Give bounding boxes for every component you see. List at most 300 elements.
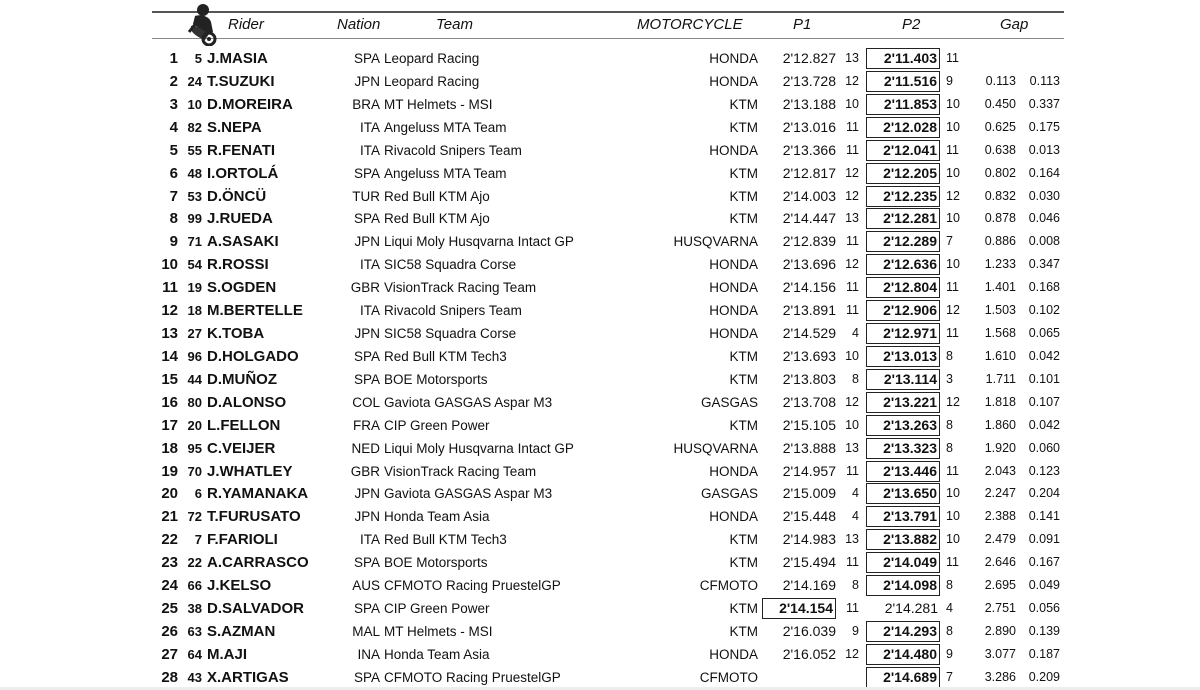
p1-best-time: 2'14.957 <box>782 462 836 479</box>
rider-number: 27 <box>187 326 202 342</box>
p1-lap-count: 10 <box>845 348 859 363</box>
p2-lap-count: 11 <box>946 142 959 157</box>
rider-nation: INA <box>357 646 380 662</box>
table-row <box>0 482 1200 505</box>
rider-number: 99 <box>187 211 202 227</box>
p2-best-time: 2'13.323 <box>866 438 940 459</box>
p1-best-time: 2'14.983 <box>782 531 836 548</box>
rider-motorcycle: GASGAS <box>700 394 758 410</box>
p2-best-time: 2'14.098 <box>866 575 940 596</box>
rider-team: Angeluss MTA Team <box>384 119 507 135</box>
rider-position: 15 <box>161 370 178 388</box>
rider-nation: JPN <box>354 326 380 342</box>
p1-lap-count: 13 <box>845 211 859 226</box>
p1-best-time: 2'12.839 <box>782 233 836 250</box>
rider-nation: ITA <box>360 532 380 548</box>
rider-nation: NED <box>351 440 380 456</box>
rider-name: D.SALVADOR <box>207 600 304 618</box>
p1-lap-count: 11 <box>846 280 859 295</box>
rider-motorcycle: CFMOTO <box>699 578 758 594</box>
gap-to-previous: 0.167 <box>1028 555 1060 570</box>
p1-best-time: 2'13.888 <box>782 439 836 456</box>
p1-lap-count: 4 <box>852 326 859 341</box>
gap-to-leader: 2.751 <box>984 601 1016 616</box>
rider-number: 22 <box>187 555 202 571</box>
rider-name: D.ALONSO <box>207 393 287 411</box>
rider-number: 72 <box>187 509 202 525</box>
p1-lap-count: 10 <box>845 96 859 111</box>
rider-position: 24 <box>161 577 178 595</box>
p2-best-time: 2'14.049 <box>866 552 940 573</box>
rider-nation: SPA <box>353 371 380 387</box>
rider-nation: BRA <box>352 96 380 112</box>
gap-to-leader: 2.890 <box>984 624 1016 638</box>
p1-lap-count: 12 <box>845 165 859 180</box>
p1-lap-count: 13 <box>845 51 859 65</box>
p1-lap-count: 9 <box>852 624 859 638</box>
gap-to-previous: 0.175 <box>1028 119 1060 134</box>
p2-best-time: 2'14.480 <box>866 644 940 665</box>
p2-lap-count: 9 <box>946 73 953 88</box>
rider-motorcycle: KTM <box>729 211 758 227</box>
p1-best-time: 2'15.448 <box>782 508 836 525</box>
rider-position: 2 <box>169 72 178 90</box>
rider-number: 7 <box>194 532 202 548</box>
rider-number: 19 <box>187 280 202 296</box>
p2-lap-count: 9 <box>946 646 953 661</box>
rider-name: J.WHATLEY <box>207 462 293 480</box>
gap-to-leader: 0.638 <box>984 142 1016 157</box>
table-row <box>0 666 1200 689</box>
rider-motorcycle: KTM <box>729 601 758 617</box>
p1-lap-count: 10 <box>845 417 859 432</box>
rider-motorcycle: HONDA <box>709 257 758 273</box>
rider-name: M.AJI <box>207 645 248 663</box>
rider-team: Gaviota GASGAS Aspar M3 <box>384 486 553 502</box>
gap-to-leader: 1.568 <box>984 326 1016 341</box>
p2-lap-count: 11 <box>946 51 959 65</box>
p1-best-time: 2'13.366 <box>782 141 836 158</box>
p2-best-time: 2'13.221 <box>866 392 940 413</box>
p2-best-time: 2'13.650 <box>866 483 940 504</box>
rider-name: F.FARIOLI <box>207 531 278 549</box>
p2-lap-count: 12 <box>946 394 960 409</box>
table-row <box>0 93 1200 116</box>
rider-name: I.ORTOLÁ <box>207 164 279 182</box>
p2-lap-count: 3 <box>946 371 953 386</box>
p2-lap-count: 8 <box>946 348 953 363</box>
gap-to-leader: 1.401 <box>984 280 1016 295</box>
rider-number: 44 <box>187 371 202 387</box>
rider-number: 54 <box>187 257 202 273</box>
rider-team: MT Helmets - MSI <box>384 624 493 639</box>
gap-to-leader: 2.388 <box>984 509 1016 524</box>
rider-position: 23 <box>161 554 178 572</box>
rider-team: Red Bull KTM Ajo <box>384 211 490 227</box>
rider-name: C.VEIJER <box>207 439 276 457</box>
p1-best-time: 2'14.154 <box>762 598 836 619</box>
rider-nation: SPA <box>353 51 380 66</box>
p2-lap-count: 8 <box>946 578 953 593</box>
table-row <box>0 620 1200 643</box>
rider-name: R.FENATI <box>207 141 276 159</box>
p1-lap-count: 12 <box>845 646 859 661</box>
rider-nation: JPN <box>354 234 380 250</box>
rider-motorcycle: KTM <box>729 165 758 181</box>
rider-position: 8 <box>169 210 178 228</box>
rider-motorcycle: HUSQVARNA <box>673 440 758 456</box>
rider-team: CFMOTO Racing PruestelGP <box>384 578 561 594</box>
header-p1: P1 <box>793 16 812 33</box>
p2-best-time: 2'11.516 <box>866 71 940 92</box>
rider-name: S.OGDEN <box>207 279 277 297</box>
rider-nation: SPA <box>353 601 380 617</box>
p1-lap-count: 11 <box>846 303 859 318</box>
rider-name: T.SUZUKI <box>207 72 275 90</box>
table-row <box>0 345 1200 368</box>
rider-motorcycle: KTM <box>729 371 758 387</box>
table-row <box>0 391 1200 414</box>
p2-lap-count: 10 <box>946 211 960 226</box>
p1-best-time: 2'15.105 <box>782 416 836 433</box>
gap-to-leader: 1.860 <box>984 417 1016 432</box>
header-motorcycle: MOTORCYCLE <box>637 16 743 33</box>
rider-name: J.RUEDA <box>207 210 273 228</box>
p2-lap-count: 12 <box>946 188 960 203</box>
rider-number: 70 <box>187 463 202 479</box>
rider-team: Liqui Moly Husqvarna Intact GP <box>384 234 574 250</box>
gap-to-previous: 0.065 <box>1028 326 1060 341</box>
p2-lap-count: 8 <box>946 624 953 638</box>
p1-lap-count: 4 <box>852 509 859 524</box>
p1-best-time: 2'14.169 <box>782 577 836 594</box>
gap-to-previous: 0.030 <box>1028 188 1060 203</box>
rider-motorcycle: HONDA <box>709 303 758 319</box>
rider-number: 10 <box>187 96 202 112</box>
p1-lap-count: 8 <box>852 578 859 593</box>
rider-position: 28 <box>161 668 178 686</box>
rider-nation: ITA <box>360 257 380 273</box>
rider-nation: GBR <box>350 463 380 479</box>
p2-lap-count: 10 <box>946 119 960 134</box>
header-team: Team <box>436 16 473 33</box>
rider-position: 16 <box>161 393 178 411</box>
p2-lap-count: 10 <box>946 96 960 111</box>
rider-name: R.ROSSI <box>207 256 269 274</box>
table-row <box>0 185 1200 208</box>
p1-lap-count: 11 <box>846 601 859 616</box>
rider-motorcycle: KTM <box>729 119 758 135</box>
gap-to-leader: 0.625 <box>984 119 1016 134</box>
rider-position: 27 <box>161 645 178 663</box>
gap-to-leader: 1.711 <box>985 371 1016 386</box>
table-row <box>0 574 1200 597</box>
gap-to-previous: 0.046 <box>1028 211 1060 226</box>
rider-motorcycle: HONDA <box>709 646 758 662</box>
rider-team: VisionTrack Racing Team <box>384 463 537 479</box>
rider-nation: MAL <box>352 624 380 639</box>
p2-lap-count: 10 <box>946 257 960 272</box>
gap-to-previous: 0.049 <box>1028 578 1060 593</box>
rider-position: 25 <box>161 600 178 618</box>
table-row <box>0 460 1200 483</box>
rider-nation: ITA <box>360 119 380 135</box>
rider-position: 7 <box>169 187 178 205</box>
rider-position: 13 <box>161 325 178 343</box>
gap-to-leader: 0.832 <box>984 188 1016 203</box>
rider-name: D.HOLGADO <box>207 347 299 365</box>
p2-lap-count: 10 <box>946 532 960 547</box>
rider-number: 64 <box>187 646 202 662</box>
rider-number: 71 <box>187 234 202 250</box>
table-row <box>0 139 1200 162</box>
rider-team: Red Bull KTM Ajo <box>384 188 490 204</box>
rider-team: Gaviota GASGAS Aspar M3 <box>384 394 553 410</box>
rider-team: CIP Green Power <box>384 417 490 433</box>
rider-position: 6 <box>169 164 178 182</box>
p2-best-time: 2'14.293 <box>866 621 940 642</box>
rider-team: Honda Team Asia <box>384 646 490 662</box>
rider-motorcycle: KTM <box>729 417 758 433</box>
rider-position: 19 <box>161 462 178 480</box>
table-row <box>0 437 1200 460</box>
gap-to-previous: 0.209 <box>1028 669 1060 684</box>
p2-lap-count: 12 <box>946 303 960 318</box>
rider-position: 3 <box>169 95 178 113</box>
gap-to-previous: 0.101 <box>1028 371 1060 386</box>
p1-best-time: 2'12.827 <box>782 50 836 66</box>
p2-lap-count: 4 <box>946 601 953 616</box>
rider-number: 5 <box>194 51 202 66</box>
gap-to-leader: 0.802 <box>984 165 1016 180</box>
rider-motorcycle: HONDA <box>709 51 758 66</box>
gap-to-leader: 2.247 <box>984 486 1016 501</box>
rider-nation: ITA <box>360 142 380 158</box>
p2-best-time: 2'12.289 <box>866 231 940 252</box>
header-gap: Gap <box>1000 16 1029 33</box>
table-row <box>0 643 1200 666</box>
rider-name: D.MUÑOZ <box>207 370 277 388</box>
gap-to-previous: 0.337 <box>1028 96 1060 111</box>
rider-nation: JPN <box>354 509 380 525</box>
p2-best-time: 2'11.403 <box>866 48 940 69</box>
rider-name: D.ÖNCÜ <box>207 187 267 205</box>
p2-best-time: 2'12.804 <box>866 277 940 298</box>
gap-to-leader: 2.479 <box>984 532 1016 547</box>
gap-to-previous: 0.056 <box>1028 601 1060 616</box>
rider-number: 53 <box>187 188 202 204</box>
gap-to-previous: 0.139 <box>1028 624 1060 638</box>
header-top-rule <box>152 11 1064 13</box>
p1-lap-count: 11 <box>846 555 859 570</box>
rider-motorcycle: HONDA <box>709 463 758 479</box>
p2-best-time: 2'13.114 <box>866 369 940 390</box>
p1-lap-count: 8 <box>852 371 859 386</box>
rider-motorcycle: CFMOTO <box>699 669 758 685</box>
p2-lap-count: 8 <box>946 440 953 455</box>
p1-best-time: 2'16.039 <box>782 623 836 639</box>
header-rider: Rider <box>228 16 264 33</box>
p2-lap-count: 10 <box>946 165 960 180</box>
p2-best-time: 2'12.205 <box>866 163 940 184</box>
rider-nation: COL <box>352 394 380 410</box>
p1-best-time: 2'15.009 <box>782 485 836 502</box>
p1-best-time: 2'14.447 <box>782 210 836 227</box>
table-row <box>0 162 1200 185</box>
table-row <box>0 276 1200 299</box>
rider-position: 17 <box>161 416 178 434</box>
rider-team: Leopard Racing <box>384 51 480 66</box>
gap-to-previous: 0.168 <box>1028 280 1060 295</box>
table-row <box>0 47 1200 70</box>
rider-name: A.CARRASCO <box>207 554 309 572</box>
gap-to-previous: 0.102 <box>1028 303 1060 318</box>
rider-motorcycle: HONDA <box>709 142 758 158</box>
p2-best-time: 2'12.906 <box>866 300 940 321</box>
rider-nation: AUS <box>352 578 380 594</box>
table-row <box>0 322 1200 345</box>
gap-to-leader: 2.043 <box>984 463 1016 478</box>
p2-best-time: 2'14.281 <box>884 600 938 617</box>
gap-to-previous: 0.060 <box>1028 440 1060 455</box>
table-row <box>0 368 1200 391</box>
table-row <box>0 207 1200 230</box>
rider-name: X.ARTIGAS <box>207 668 289 686</box>
p1-best-time: 2'13.016 <box>782 118 836 135</box>
rider-position: 21 <box>161 508 178 526</box>
table-row <box>0 528 1200 551</box>
gap-to-previous: 0.141 <box>1028 509 1060 524</box>
rider-team: CFMOTO Racing PruestelGP <box>384 669 561 685</box>
p1-lap-count: 13 <box>845 532 859 547</box>
rider-motorcycle: KTM <box>729 555 758 571</box>
gap-to-previous: 0.164 <box>1028 165 1060 180</box>
rider-team: VisionTrack Racing Team <box>384 280 537 296</box>
gap-to-previous: 0.107 <box>1028 394 1060 409</box>
gap-to-previous: 0.113 <box>1029 73 1060 88</box>
gap-to-leader: 3.077 <box>984 646 1016 661</box>
p2-best-time: 2'12.235 <box>866 186 940 207</box>
gap-to-leader: 1.610 <box>984 348 1016 363</box>
gap-to-leader: 0.450 <box>984 96 1016 111</box>
table-row <box>0 230 1200 253</box>
rider-motorcycle: HONDA <box>709 326 758 342</box>
rider-position: 1 <box>169 50 178 67</box>
p2-best-time: 2'12.281 <box>866 208 940 229</box>
gap-to-leader: 1.503 <box>984 303 1016 318</box>
rider-team: BOE Motorsports <box>384 371 488 387</box>
p1-lap-count: 12 <box>845 257 859 272</box>
table-row <box>0 70 1200 93</box>
p1-best-time: 2'13.693 <box>782 347 836 364</box>
p2-lap-count: 7 <box>946 234 953 249</box>
rider-number: 80 <box>187 394 202 410</box>
gap-to-previous: 0.347 <box>1028 257 1060 272</box>
gap-to-previous: 0.042 <box>1028 417 1060 432</box>
rider-position: 11 <box>162 279 178 297</box>
p1-best-time: 2'15.494 <box>782 554 836 571</box>
rider-name: A.SASAKI <box>207 233 279 251</box>
p1-best-time: 2'13.891 <box>782 302 836 319</box>
rider-team: Leopard Racing <box>384 73 480 89</box>
rider-nation: SPA <box>353 211 380 227</box>
rider-team: CIP Green Power <box>384 601 490 617</box>
p1-lap-count: 12 <box>845 188 859 203</box>
rider-nation: GBR <box>350 280 380 296</box>
p1-lap-count: 12 <box>845 394 859 409</box>
p1-lap-count: 11 <box>846 234 859 249</box>
p2-lap-count: 10 <box>946 509 960 524</box>
rider-nation: SPA <box>353 669 380 685</box>
table-row <box>0 299 1200 322</box>
p2-lap-count: 8 <box>946 417 953 432</box>
p2-best-time: 2'13.446 <box>866 461 940 482</box>
rider-team: Rivacold Snipers Team <box>384 142 522 158</box>
rider-motorcycle: HUSQVARNA <box>673 234 758 250</box>
rider-number: 55 <box>187 142 202 158</box>
rider-number: 18 <box>187 303 202 319</box>
gap-to-previous: 0.187 <box>1028 646 1060 661</box>
p2-lap-count: 11 <box>946 326 959 341</box>
rider-position: 26 <box>161 623 178 640</box>
gap-to-leader: 1.233 <box>984 257 1016 272</box>
rider-nation: SPA <box>353 165 380 181</box>
rider-number: 96 <box>187 348 202 364</box>
rider-name: M.BERTELLE <box>207 302 303 320</box>
p1-best-time: 2'13.803 <box>782 370 836 387</box>
rider-position: 9 <box>169 233 178 251</box>
p1-best-time: 2'16.052 <box>782 645 836 662</box>
rider-nation: JPN <box>354 73 380 89</box>
rider-position: 5 <box>169 141 178 159</box>
p2-best-time: 2'13.263 <box>866 415 940 436</box>
rider-number: 66 <box>187 578 202 594</box>
table-row <box>0 116 1200 139</box>
gap-to-previous: 0.091 <box>1028 532 1060 547</box>
p1-lap-count: 11 <box>846 119 859 134</box>
gap-to-leader: 1.920 <box>984 440 1016 455</box>
rider-position: 20 <box>161 485 178 503</box>
header-nation: Nation <box>337 16 381 33</box>
rider-number: 20 <box>187 417 202 433</box>
rider-team: Rivacold Snipers Team <box>384 303 522 319</box>
p2-best-time: 2'13.791 <box>866 506 940 527</box>
p2-best-time: 2'13.882 <box>866 529 940 550</box>
rider-nation: TUR <box>352 188 380 204</box>
p1-best-time: 2'14.003 <box>782 187 836 204</box>
gap-to-previous: 0.204 <box>1028 486 1060 501</box>
table-row <box>0 551 1200 574</box>
rider-motorcycle: HONDA <box>709 280 758 296</box>
gap-to-leader: 0.878 <box>984 211 1016 226</box>
table-row <box>0 505 1200 528</box>
motorcycle-rider-icon <box>183 2 223 46</box>
rider-nation: FRA <box>353 417 380 433</box>
rider-team: Angeluss MTA Team <box>384 165 507 181</box>
rider-number: 48 <box>187 165 202 181</box>
p2-lap-count: 11 <box>946 280 959 295</box>
rider-name: K.TOBA <box>207 325 265 343</box>
rider-team: Liqui Moly Husqvarna Intact GP <box>384 440 574 456</box>
p1-best-time: 2'13.728 <box>782 72 836 89</box>
rider-team: MT Helmets - MSI <box>384 96 493 112</box>
rider-team: SIC58 Squadra Corse <box>384 326 517 342</box>
rider-number: 43 <box>187 669 202 685</box>
rider-number: 38 <box>187 601 202 617</box>
rider-name: R.YAMANAKA <box>207 485 309 503</box>
p2-lap-count: 7 <box>946 669 953 684</box>
rider-name: J.MASIA <box>207 50 268 67</box>
